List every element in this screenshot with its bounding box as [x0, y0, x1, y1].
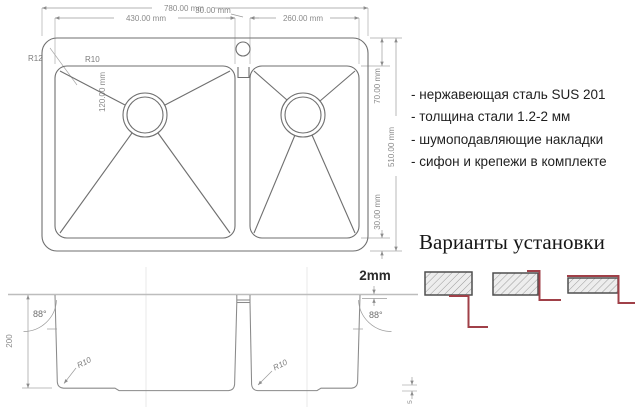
dim-top-offset: 70.00 mm	[373, 68, 382, 104]
radius-right-bottom-label: R10	[271, 357, 289, 373]
feature-list	[411, 84, 635, 173]
dim-right-bowl-width: 260.00 mm	[282, 14, 324, 23]
right-drain-outer	[281, 93, 325, 137]
dim-rim-thickness: 2mm	[359, 268, 391, 283]
feature-item-thickness: - толщина стали 1.2-2 мм	[411, 109, 571, 125]
sink-cross-section	[0, 255, 420, 411]
overflow-notch	[238, 67, 249, 78]
faucet-hole	[236, 42, 250, 56]
angle-left-label: 88°	[33, 309, 47, 319]
dim-total-width: 780.00 mm	[163, 4, 205, 13]
dim-drain-size: 120.00 mm	[98, 71, 107, 113]
radius-left-bottom-label: R10	[75, 355, 93, 370]
right-bowl	[250, 66, 359, 238]
radius-outer-corner-label: R12	[28, 54, 43, 63]
extension-lines	[42, 8, 402, 251]
installation-options-title: Варианты установки	[419, 230, 605, 254]
left-drain-outer	[123, 93, 167, 137]
install-option-flush	[493, 271, 561, 300]
feature-item-steel: - нержавеющая сталь SUS 201	[411, 87, 606, 102]
radius-bowl-corner-label: R10	[85, 55, 100, 64]
install-option-undermount	[425, 272, 488, 327]
dim-left-bowl-width: 430.00 mm	[125, 14, 167, 23]
sink-rim-profile	[449, 296, 488, 327]
left-drain-inner	[127, 97, 163, 133]
dim-foot-height: 5	[407, 400, 414, 404]
feature-item-sound-pads: - шумоподавляющие накладки	[411, 131, 604, 147]
feature-item-siphon: - сифон и крепежи в комплекте	[411, 153, 607, 169]
projection-lines	[146, 267, 307, 407]
dim-total-depth: 510.00 mm	[387, 126, 396, 168]
dim-divider-width: 30.00 mm	[195, 6, 231, 15]
bowl-profiles	[55, 295, 360, 391]
dim-bowl-depth: 200	[5, 334, 14, 348]
right-drain-inner	[285, 97, 321, 133]
sink-top-view-drawing	[0, 0, 420, 260]
install-option-overmount	[567, 276, 635, 303]
left-bowl	[55, 66, 235, 238]
dim-bottom-offset: 30.00 mm	[373, 194, 382, 230]
angle-right-label: 88°	[369, 310, 383, 320]
sink-outline	[42, 38, 368, 251]
dimension-lines	[42, 8, 396, 259]
installation-diagrams	[420, 262, 635, 347]
